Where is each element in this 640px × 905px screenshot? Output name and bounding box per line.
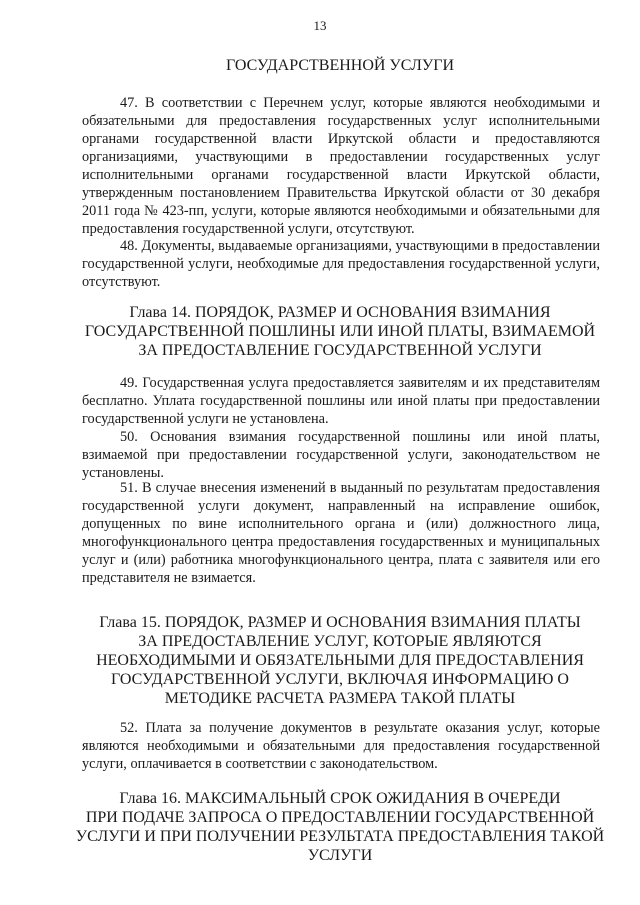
paragraph-49: 49. Государственная услуга предоставляется заявителям и их представителям бесплатно. Уплата государственной пошлины или иной платы при предоставлении государственной услуги не установлена. <box>82 375 600 427</box>
heading-line: МЕТОДИКЕ РАСЧЕТА РАЗМЕРА ТАКОЙ ПЛАТЫ <box>164 690 516 707</box>
heading-line: ГОСУДАРСТВЕННОЙ УСЛУГИ, ВКЛЮЧАЯ ИНФОРМАЦИЮ О <box>111 671 569 688</box>
chapter-14-heading <box>70 303 610 360</box>
paragraph-51: 51. В случае внесения изменений в выданный по результатам предоставления государственной услуги документ, направленный на исправление ошибок, допущенных по вине исполнительного органа и (или) должностного лица, многофункционального центра предоставления государственных и муниципальных услуг и (или) работника многофункционального центра, плата с заявителя или его представителя не взимается. <box>82 480 600 586</box>
chapter-16-heading <box>70 789 610 865</box>
paragraph-47: 47. В соответствии с Перечнем услуг, которые являются необходимыми и обязательными для предоставления государственных услуг исполнительными органами государственной власти Иркутской области и предоставляются организациями, участвующими в предоставлении государственных услуг исполнительными органами государственной власти Иркутской области, утвержденным постановлением Правительства Иркутской области от 30 декабря 2011 года № 423-пп, услуги, которые являются необходимыми и обязательными для предоставления государственной услуги, отсутствуют. <box>82 95 600 237</box>
heading-line: ЗА ПРЕДОСТАВЛЕНИЕ УСЛУГ, КОТОРЫЕ ЯВЛЯЮТСЯ <box>138 633 542 650</box>
heading-line: УСЛУГИ <box>307 847 373 864</box>
heading-line: НЕОБХОДИМЫМИ И ОБЯЗАТЕЛЬНЫМИ ДЛЯ ПРЕДОСТАВЛЕНИЯ <box>96 652 584 669</box>
section-heading-continuation <box>70 56 610 75</box>
chapter-15-heading <box>70 613 610 708</box>
page-number: 13 <box>313 18 327 33</box>
paragraph-48: 48. Документы, выдаваемые организациями, участвующими в предоставлении государственной услуги, необходимые для предоставления государственной услуги, отсутствуют. <box>82 238 600 290</box>
paragraph-52: 52. Плата за получение документов в результате оказания услуг, которые являются необходимыми и обязательными для предоставления государственной услуги, оплачивается в соответствии с законодательством. <box>82 720 600 772</box>
heading-line: Глава 15. ПОРЯДОК, РАЗМЕР И ОСНОВАНИЯ ВЗИМАНИЯ ПЛАТЫ <box>99 614 581 631</box>
heading-line: Глава 14. ПОРЯДОК, РАЗМЕР И ОСНОВАНИЯ ВЗИМАНИЯ <box>129 304 551 321</box>
heading-line: ЗА ПРЕДОСТАВЛЕНИЕ ГОСУДАРСТВЕННОЙ УСЛУГИ <box>138 342 542 359</box>
heading-line: ПРИ ПОДАЧЕ ЗАПРОСА О ПРЕДОСТАВЛЕНИИ ГОСУДАРСТВЕННОЙ <box>85 809 595 826</box>
heading-line: ГОСУДАРСТВЕННОЙ УСЛУГИ <box>225 57 455 74</box>
heading-line: УСЛУГИ И ПРИ ПОЛУЧЕНИИ РЕЗУЛЬТАТА ПРЕДОСТАВЛЕНИЯ ТАКОЙ <box>75 828 605 845</box>
paragraph-50: 50. Основания взимания государственной пошлины или иной платы, взимаемой при предоставлении государственной услуги, законодательством не установлены. <box>82 429 600 481</box>
heading-line: ГОСУДАРСТВЕННОЙ ПОШЛИНЫ ИЛИ ИНОЙ ПЛАТЫ, ВЗИМАЕМОЙ <box>84 323 596 340</box>
heading-line: Глава 16. МАКСИМАЛЬНЫЙ СРОК ОЖИДАНИЯ В ОЧЕРЕДИ <box>119 790 561 807</box>
